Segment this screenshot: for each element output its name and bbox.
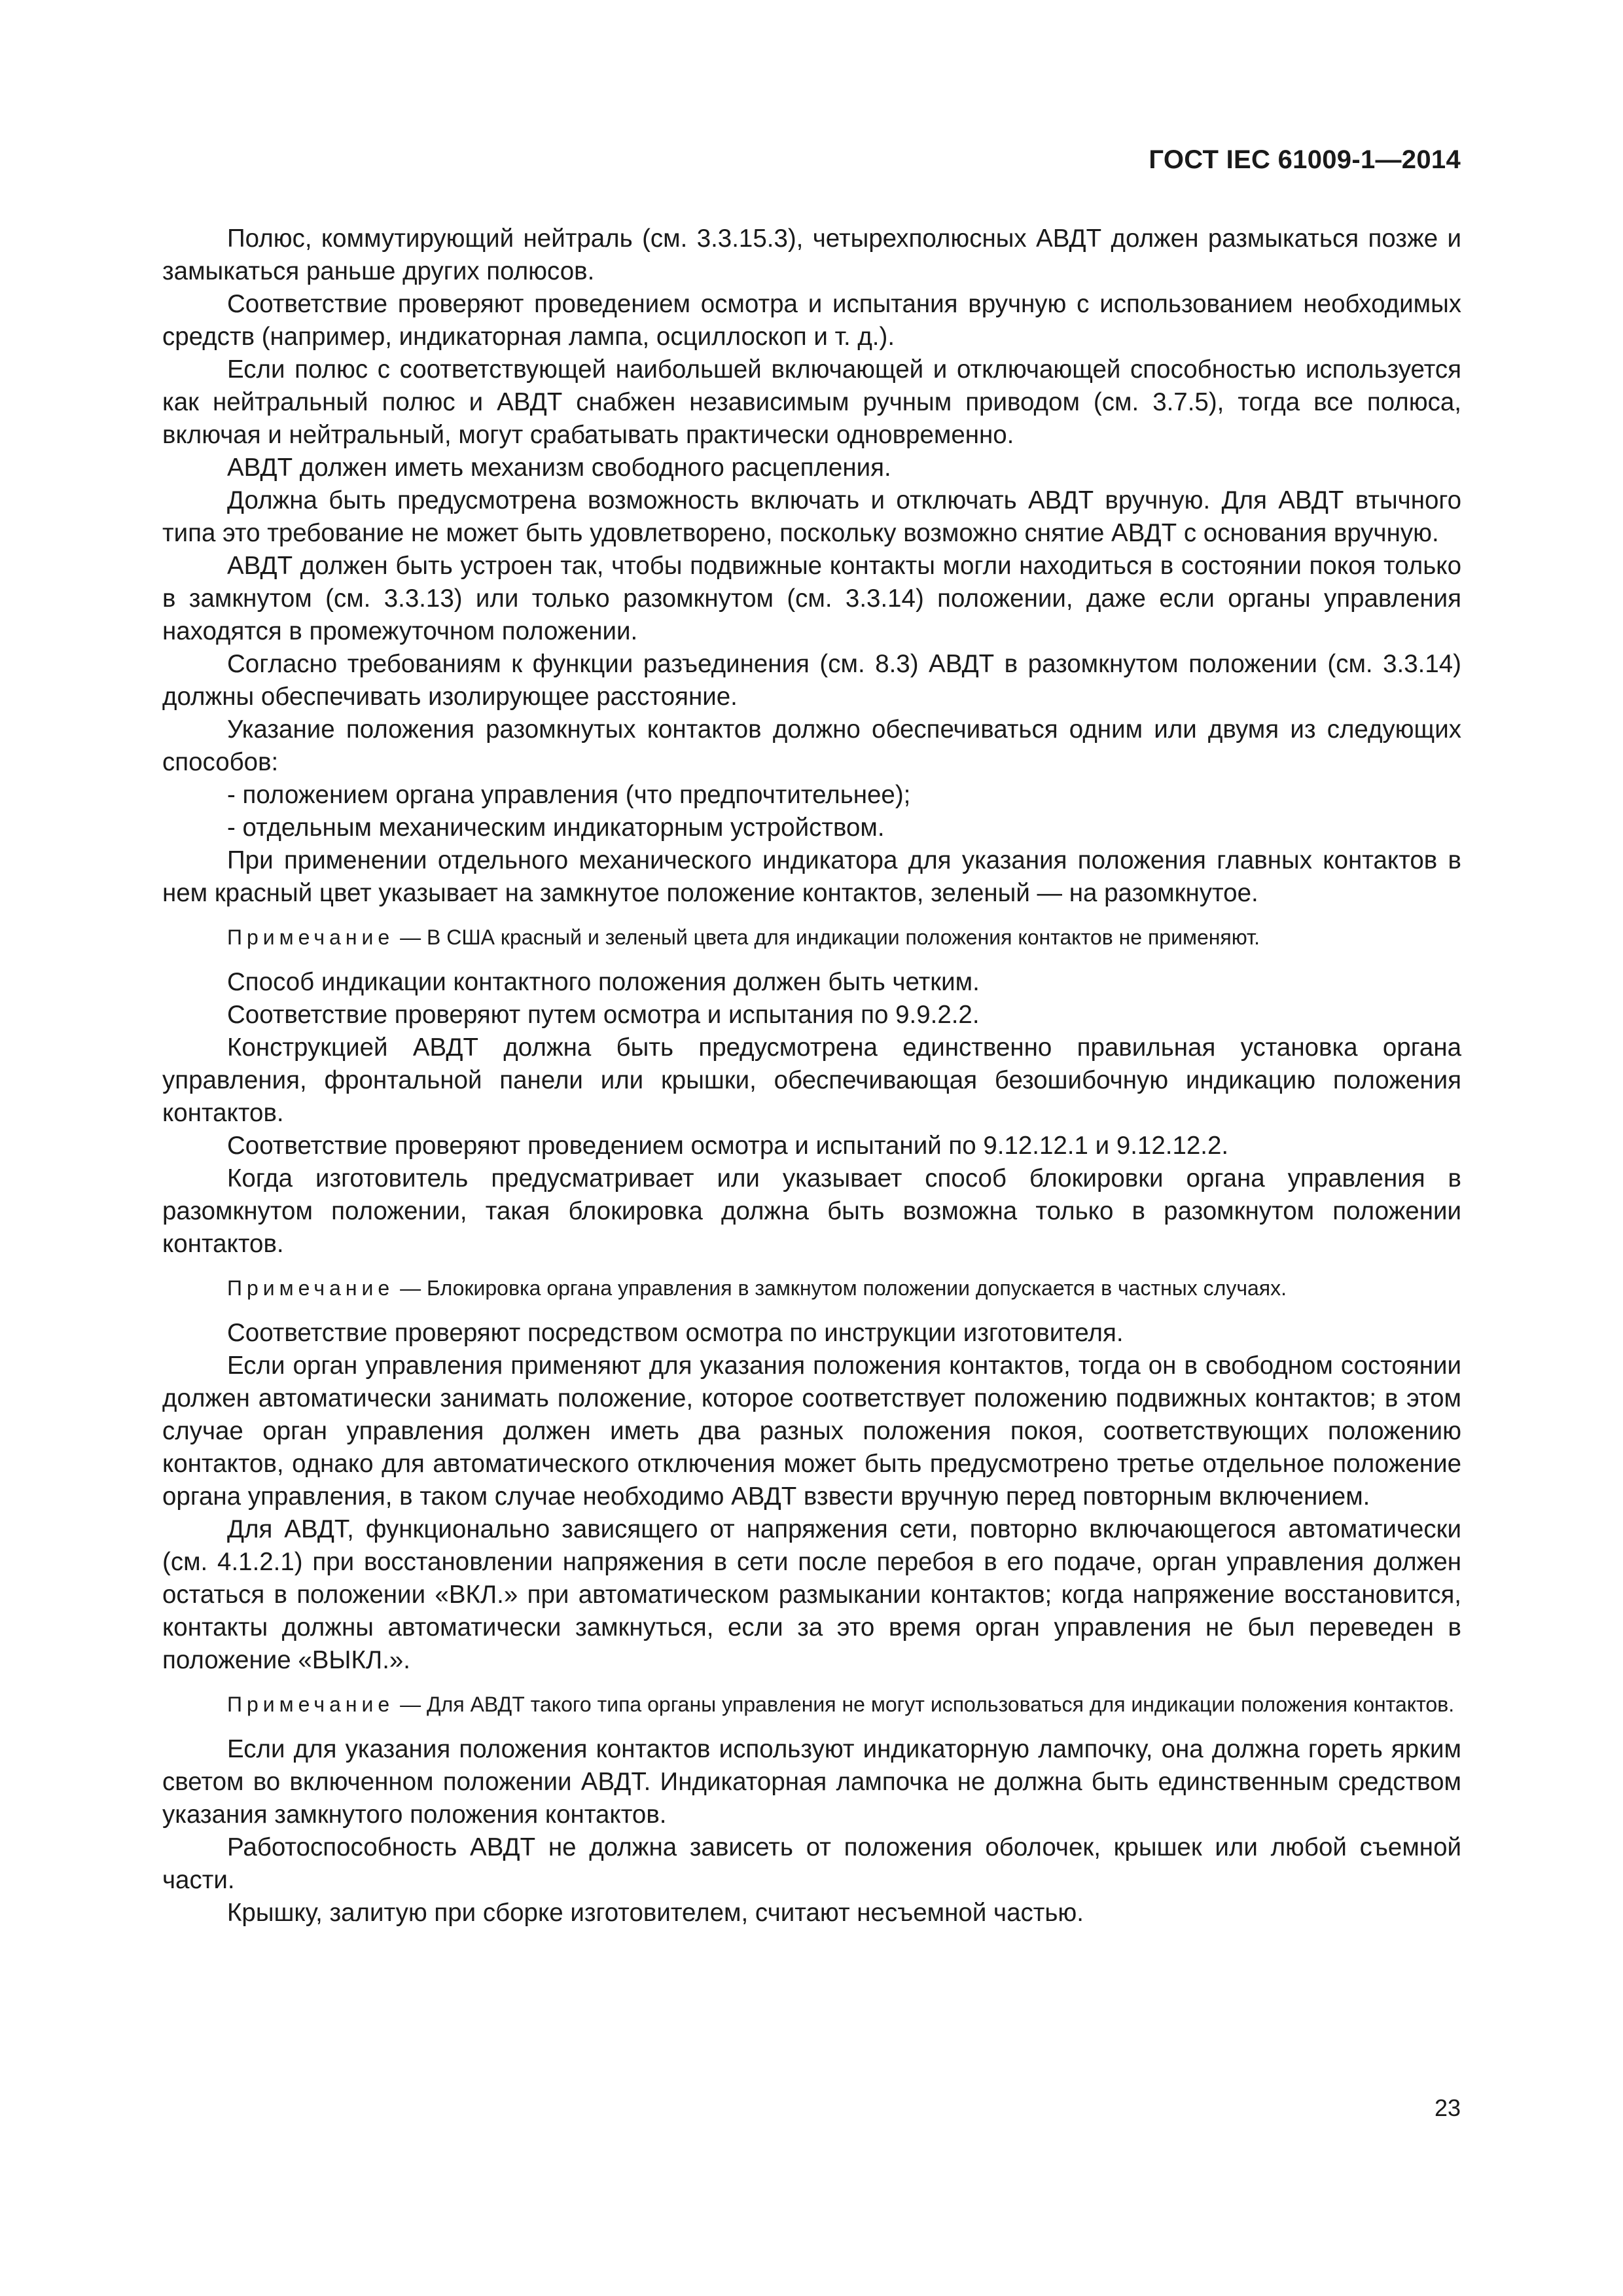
paragraph: Соответствие проверяют проведением осмотра и испытания вручную с использованием необходимых средств (например, индикаторная лампа, осциллоскоп и т. д.). bbox=[162, 290, 1461, 351]
note-label: Примечание bbox=[227, 925, 395, 949]
paragraph: Должна быть предусмотрена возможность включать и отключать АВДТ вручную. Для АВДТ втычного типа это требование не может быть удовлетворено, поскольку возможно снятие АВДТ с основания вручную. bbox=[162, 486, 1461, 547]
paragraph: Соответствие проверяют путем осмотра и испытания по 9.9.2.2. bbox=[227, 1001, 980, 1029]
paragraph: АВДТ должен иметь механизм свободного расцепления. bbox=[227, 454, 891, 482]
paragraph: Соответствие проверяют посредством осмотра по инструкции изготовителя. bbox=[227, 1319, 1124, 1347]
list-item: - отдельным механическим индикаторным устройством. bbox=[227, 814, 885, 842]
paragraph: Конструкцией АВДТ должна быть предусмотрена единственно правильная установка органа управления, фронтальной панели или крышки, обеспечивающая безошибочную индикацию положения контактов. bbox=[162, 1033, 1461, 1127]
note-text: — Для АВДТ такого типа органы управления не могут использоваться для индикации положения контактов. bbox=[394, 1693, 1455, 1716]
paragraph: Работоспособность АВДТ не должна зависеть от положения оболочек, крышек или любой съемной части. bbox=[162, 1833, 1461, 1894]
document-header: ГОСТ IEC 61009-1—2014 bbox=[1149, 145, 1461, 174]
paragraph: Согласно требованиям к функции разъединения (см. 8.3) АВДТ в разомкнутом положении (см. 3.3.14) должны обеспечивать изолирующее расстояние. bbox=[162, 650, 1461, 711]
paragraph: Способ индикации контактного положения должен быть четким. bbox=[227, 968, 980, 996]
paragraph: Соответствие проверяют проведением осмотра и испытаний по 9.12.12.1 и 9.12.12.2. bbox=[227, 1132, 1229, 1160]
note bbox=[162, 1690, 1461, 1719]
note bbox=[162, 1274, 1461, 1302]
paragraph: Для АВДТ, функционально зависящего от напряжения сети, повторно включающегося автоматически (см. 4.1.2.1) при восстановлении напряжения в сети после перебоя в его подаче, орган управления должен остаться в положении «ВКЛ.» при автоматическом размыкании контактов; когда напряжение восстановится, контакты должны автоматически замкнуться, если за это время орган управления не был переведен в положение «ВЫКЛ.». bbox=[162, 1515, 1461, 1674]
paragraph: Указание положения разомкнутых контактов должно обеспечиваться одним или двумя из следующих способов: bbox=[162, 715, 1461, 776]
paragraph: Если для указания положения контактов используют индикаторную лампочку, она должна гореть ярким светом во включенном положении АВДТ. Индикаторная лампочка не должна быть единственным средством указания замкнутого положения контактов. bbox=[162, 1735, 1461, 1829]
note-label: Примечание bbox=[227, 1693, 395, 1716]
note bbox=[162, 923, 1461, 952]
paragraph: АВДТ должен быть устроен так, чтобы подвижные контакты могли находиться в состоянии покоя только в замкнутом (см. 3.3.13) или только разомкнутом (см. 3.3.14) положении, даже если органы управления находятся в промежуточном положении. bbox=[162, 552, 1461, 645]
document-body bbox=[162, 223, 1461, 1929]
list-item: - положением органа управления (что предпочтительнее); bbox=[227, 781, 911, 809]
note-text: — Блокировка органа управления в замкнутом положении допускается в частных случаях. bbox=[394, 1276, 1287, 1300]
page-number: 23 bbox=[1434, 2094, 1461, 2121]
note-label: Примечание bbox=[227, 1276, 395, 1300]
paragraph: Когда изготовитель предусматривает или указывает способ блокировки органа управления в разомкнутом положении, такая блокировка должна быть возможна только в разомкнутом положении контактов. bbox=[162, 1164, 1461, 1258]
paragraph: Полюс, коммутирующий нейтраль (см. 3.3.15.3), четырехполюсных АВДТ должен размыкаться позже и замыкаться раньше других полюсов. bbox=[162, 224, 1461, 285]
paragraph: Крышку, залитую при сборке изготовителем, считают несъемной частью. bbox=[227, 1899, 1084, 1927]
paragraph: Если орган управления применяют для указания положения контактов, тогда он в свободном состоянии должен автоматически занимать положение, которое соответствует положению подвижных контактов; в этом случае орган управления должен иметь два разных положения покоя, соответствующих положению контактов, однако для автоматического отключения может быть предусмотрено третье отдельное положение органа управления, в таком случае необходимо АВДТ взвести вручную перед повторным включением. bbox=[162, 1352, 1461, 1511]
paragraph: При применении отдельного механического индикатора для указания положения главных контактов в нем красный цвет указывает на замкнутое положение контактов, зеленый — на разомкнутое. bbox=[162, 846, 1461, 907]
paragraph: Если полюс с соответствующей наибольшей включающей и отключающей способностью используется как нейтральный полюс и АВДТ снабжен независимым ручным приводом (см. 3.7.5), тогда все полюса, включая и нейтральный, могут срабатывать практически одновременно. bbox=[162, 355, 1461, 449]
note-text: — В США красный и зеленый цвета для индикации положения контактов не применяют. bbox=[394, 925, 1260, 949]
